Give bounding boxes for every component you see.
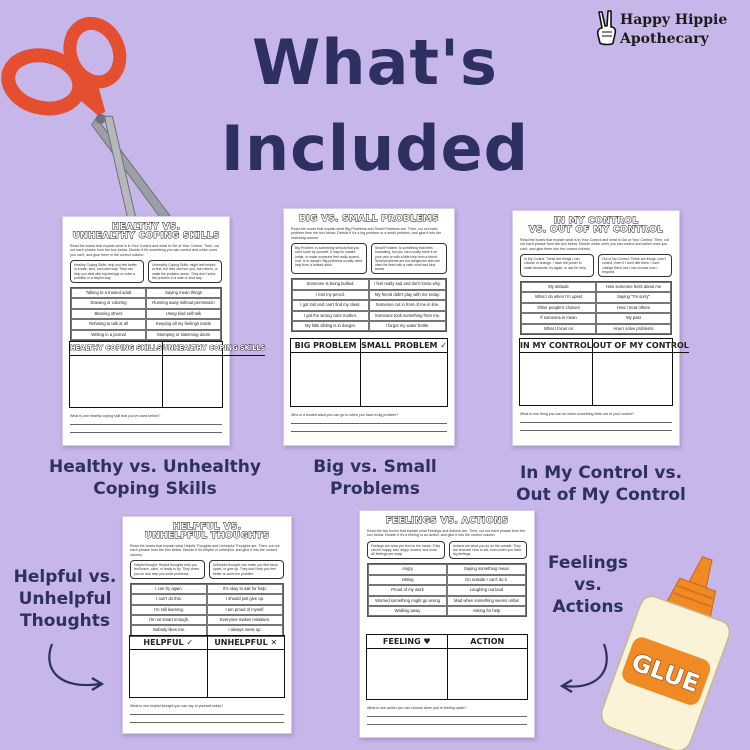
cut-out-phrase: I'm still learning. (131, 605, 207, 615)
cut-out-phrase: Everyone makes mistakes. (207, 615, 283, 625)
caption-line: Problems (330, 479, 420, 499)
cut-out-phrase: Nobody likes me. (131, 625, 207, 635)
worksheet-title: BIG VS. SMALL PROBLEMS (299, 214, 439, 224)
cut-out-grid (130, 583, 284, 637)
cut-out-phrase: I lost my pencil. (292, 290, 369, 300)
cut-out-phrase: What I do when I'm upset (521, 292, 596, 302)
caption-line: Coping Skills (93, 479, 217, 499)
sort-column-right (207, 636, 285, 697)
cut-out-phrase: Talking to a trusted adult (71, 288, 146, 298)
caption-line: Feelings (547, 553, 629, 573)
cut-out-phrase: I always mess up. (207, 625, 283, 635)
brand-logo (594, 8, 744, 56)
headline-line-1: What's (252, 26, 498, 99)
worksheet-instructions: Read the boxes that explain what Big Problems and Small Problems are. Then, cut out each problem from the box below. Decide if it's a big problem or a small problem, and glue it into the matching column. (291, 227, 442, 240)
cut-out-phrase: Using kind self-talk (146, 309, 221, 319)
caption-helpful (6, 566, 124, 632)
cut-out-phrase: I can't do this. (131, 594, 207, 604)
worksheet-instructions: Read the boxes that explain what is in Your Control and what is Out of Your Control. Then, cut out each phrase from the box below. Decide if it's something you can control and which ones you can't, and glue them in the correct column. (70, 244, 219, 257)
caption-line: In My Control vs. (519, 463, 683, 483)
worksheet-subtitle: UNHEALTHY COPING SKILLS (72, 231, 220, 241)
cut-out-phrase: Walking away (368, 606, 447, 616)
reflection-question: What is one healthy coping skill that you've used before? (70, 414, 161, 418)
cut-out-phrase: Refusing to talk at all (71, 319, 146, 329)
cut-out-phrase: Someone is being bullied. (292, 279, 369, 289)
definition-box: Helpful thought: Helpful thoughts help you feel brave, calm, or ready to try. They cheer you on and help you solve problems. (130, 560, 205, 579)
cut-out-phrase: I forgot my water bottle. (369, 321, 446, 331)
caption-control (496, 462, 706, 506)
cut-out-phrase: Someone cut in front of me in line. (369, 300, 446, 310)
cut-out-phrase: Running away without permission (146, 298, 221, 308)
definition-box: Unhelpful thought: can make you feel stuck, upset, or give up. They don't help you feel better or solve the problem. (209, 560, 284, 579)
column-header: FEELING ♥ (367, 635, 447, 649)
cut-out-phrase: Drawing or coloring (71, 298, 146, 308)
answer-line (367, 716, 527, 717)
caption-feelings (540, 552, 636, 618)
cut-out-phrase: Asking for help (447, 606, 526, 616)
reflection-question: What is one thing you can do when something feels out of your control? (520, 412, 634, 416)
cut-out-phrase: Saying mean things (146, 288, 221, 298)
definition-box: Small Problem: is something that feels frustrating, but you can usually solve it on your own or with a little help from a friend. Small problems are not dangerous and can often be fixed with a calm mind and kind words. (371, 243, 447, 274)
cut-out-grid (70, 287, 222, 341)
worksheet-page (122, 516, 292, 734)
cut-out-phrase: I should just give up. (207, 594, 283, 604)
reflection-question: Who is a trusted adult you can go to when you have a big problem? (291, 413, 399, 417)
column-header: HELPFUL ✓ (130, 636, 207, 650)
worksheet-subtitle: UNHELPFUL THOUGHTS (144, 531, 270, 541)
cut-out-phrase: How someone feels about me (596, 282, 671, 292)
worksheet-page (62, 216, 266, 446)
cut-out-phrase: My little sibling is in danger. (292, 321, 369, 331)
worksheet-title: IN MY CONTROL (553, 216, 639, 226)
column-header: OUT OF MY CONTROL (593, 339, 689, 353)
worksheet-instructions: Read the two boxes that explain what Feelings and Actions are. Then, cut out each phrase from the box below. Decide if it's a feeling or an action, and glue it into the correct column. (367, 529, 525, 538)
sort-column-left (291, 339, 360, 406)
sort-column-right (360, 339, 447, 406)
column-header: SMALL PROBLEM ✓ (361, 339, 447, 353)
cut-out-phrase: It's okay to ask for help. (207, 584, 283, 594)
column-header: ACTION (448, 635, 528, 649)
answer-line (291, 431, 447, 432)
definition-box: Healthy Coping Skills: help you feel better in a safe, kind, and calm way. They can help you deal with big feelings or solve a problem in a helpful way. (70, 260, 144, 283)
caption-line: Big vs. Small (313, 457, 437, 477)
curved-arrow-icon (556, 640, 616, 700)
worksheet-title: HELPFUL VS. (172, 522, 242, 532)
worksheet-instructions: Read the boxes that explain what Helpful Thoughts and Unhelpful Thoughts are. Then, cut out each phrase from the box below. Decide if it's helpful or unhelpful, and glue it into the correct column. (130, 544, 280, 557)
cut-out-grid (367, 563, 527, 617)
cut-out-grid (291, 278, 447, 332)
cut-out-phrase: Saying something mean (447, 564, 526, 574)
answer-line (291, 423, 447, 424)
definition-box: Big Problem: is something serious that you can't solve by yourself. It may be unsafe, unfair, or make someone feel really scared, hurt, or in danger. Big problems usually need help from a trusted adult. (291, 243, 367, 274)
sort-column-left (367, 635, 447, 699)
cut-out-phrase: How I treat others (596, 303, 671, 313)
cut-out-phrase: Blaming others (71, 309, 146, 319)
cut-out-phrase: My attitude (521, 282, 596, 292)
sort-column-left (520, 339, 592, 405)
cut-out-phrase: Angry (368, 564, 447, 574)
sorting-chart (519, 338, 689, 406)
sort-column-left (70, 342, 162, 407)
glue-label: GLUE (627, 647, 704, 699)
cut-out-phrase: Worried something might go wrong (368, 596, 447, 606)
caption-line: Healthy vs. Unhealthy (48, 457, 261, 477)
sorting-chart (129, 635, 285, 698)
worksheet-page (283, 208, 455, 446)
cut-out-phrase: Laughing out loud (447, 585, 526, 595)
reflection-question: What is one action you can choose when you're feeling upset? (367, 706, 467, 710)
sort-column-right (162, 342, 266, 407)
answer-line (130, 714, 284, 715)
reflection-question: What is one helpful thought you can say to yourself today? (130, 704, 224, 708)
cut-out-phrase: Other people's choices (521, 303, 596, 313)
answer-line (367, 724, 527, 725)
cut-out-phrase: My friend didn't play with me today. (369, 290, 446, 300)
definition-box: Actions are what you do on the outside. They are choices! How to act, even when you have big feelings. (449, 541, 527, 560)
answer-line (70, 432, 222, 433)
cut-out-phrase: I got the wrong color marker. (292, 311, 369, 321)
caption-line: Unhelpful (18, 589, 112, 609)
answer-line (520, 422, 672, 423)
column-header: UNHEALTHY COPING SKILLS (163, 342, 266, 356)
curved-arrow-icon (40, 640, 110, 700)
answer-line (130, 722, 284, 723)
sorting-chart (290, 338, 448, 407)
brand-name-line-1: Happy Hippie (620, 12, 728, 28)
sorting-chart (69, 341, 266, 408)
answer-line (70, 424, 222, 425)
caption-line: Actions (552, 597, 624, 617)
caption-line: Thoughts (20, 611, 110, 631)
worksheet-page (512, 210, 689, 446)
cut-out-phrase: Go outside I can't do it. (447, 575, 526, 585)
answer-line (520, 430, 672, 431)
cut-out-grid (520, 281, 672, 335)
definition-box: In My Control: These are things I can choose or change. I have the power to make decisions, try again, or ask for help. (520, 254, 594, 277)
cut-out-phrase: Keeping all my feelings inside (146, 319, 221, 329)
column-header: BIG PROBLEM (291, 339, 360, 353)
cut-out-phrase: What I focus on (521, 324, 596, 334)
caption-line: vs. (574, 575, 602, 595)
cut-out-phrase: I feel really sad and don't know why. (369, 279, 446, 289)
cut-out-phrase: I am proud of myself. (207, 605, 283, 615)
caption-line: Out of My Control (516, 485, 686, 505)
sorting-chart (366, 634, 528, 700)
peace-hand-icon (594, 10, 618, 46)
cut-out-phrase: Mad when something seems unfair (447, 596, 526, 606)
definition-box: Feelings are what you feel on the inside. They can be happy, sad, angry, scared, and more. All feelings are okay! (367, 541, 445, 560)
worksheet-page (359, 510, 535, 738)
column-header: UNHELPFUL ✕ (208, 636, 285, 650)
caption-coping-skills (40, 456, 270, 500)
caption-line: Helpful vs. (13, 567, 117, 587)
cut-out-phrase: Hitting (368, 575, 447, 585)
brand-name-line-2: Apothecary (620, 31, 709, 47)
definition-box: Out of My Control: These are things I can't control, even if I don't like them. I can't change them, but I can choose how I respond. (598, 254, 672, 277)
sort-column-left (130, 636, 207, 697)
cut-out-phrase: I got lost and can't find my class. (292, 300, 369, 310)
definition-box: Unhealthy Coping Skills: might feel helpful at first, but they can hurt you, hurt others, or make the problem worse. They don't solve the problem in a safe or kind way. (148, 260, 222, 283)
cut-out-phrase: I can try again. (131, 584, 207, 594)
column-header: HEALTHY COPING SKILLS (70, 342, 162, 356)
caption-big-small (290, 456, 460, 500)
cut-out-phrase: Writing in a journal (71, 330, 146, 340)
cut-out-phrase: How I solve problems (596, 324, 671, 334)
worksheet-subtitle: VS. OUT OF MY CONTROL (528, 225, 664, 235)
cut-out-phrase: Proud of my work (368, 585, 447, 595)
worksheet-title: HEALTHY VS. (111, 222, 181, 232)
cut-out-phrase: If someone is mean (521, 313, 596, 323)
column-header: IN MY CONTROL (520, 339, 592, 353)
cut-out-phrase: Stomping or slamming doors (146, 330, 221, 340)
cut-out-phrase: My past (596, 313, 671, 323)
cut-out-phrase: Saying "I'm sorry" (596, 292, 671, 302)
cut-out-phrase: I'm not smart enough. (131, 615, 207, 625)
sort-column-right (447, 635, 528, 699)
sort-column-right (592, 339, 689, 405)
cut-out-phrase: Someone took something from me. (369, 311, 446, 321)
worksheet-title: FEELINGS VS. ACTIONS (385, 516, 509, 526)
headline-line-2: Included (220, 112, 530, 185)
worksheet-instructions: Read the boxes that explain what is in Your Control and what is Out of Your Control. Then, cut out each phrase from the box below. Decide which ones you can control and which ones you can't, and glue them into the correct column. (520, 238, 669, 251)
